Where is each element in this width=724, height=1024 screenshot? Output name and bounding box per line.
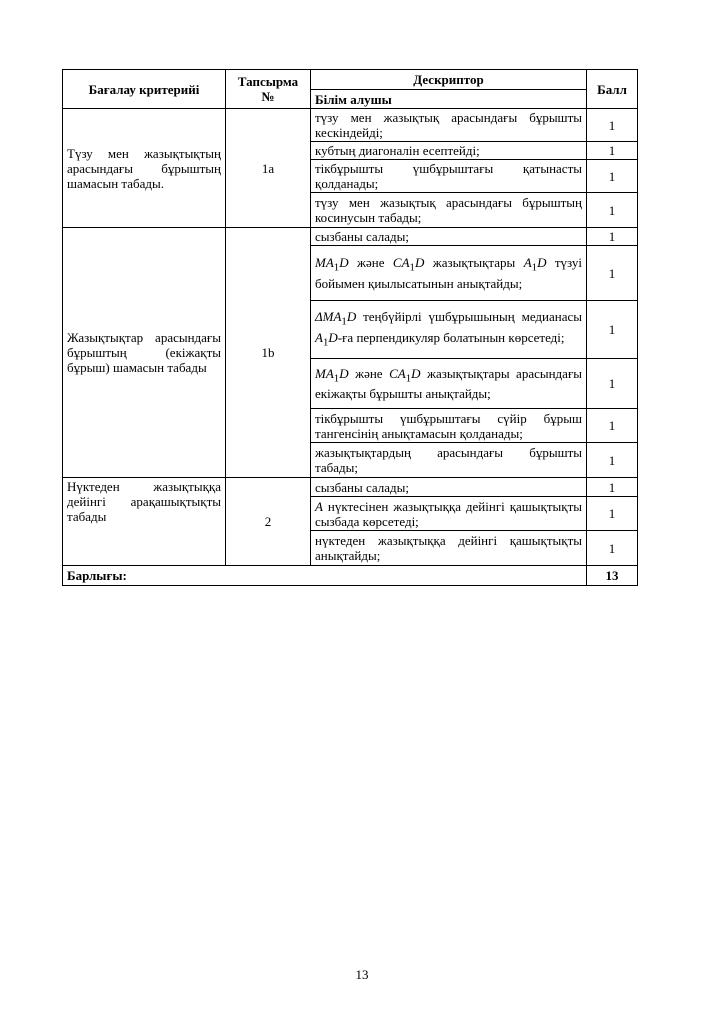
criterion-cell: Нүктеден жазықтыққа дейінгі арақашықтықты табады <box>63 478 226 566</box>
score-cell: 1 <box>587 193 638 228</box>
math-var: CA <box>389 365 406 381</box>
descriptor-text: сызбаны салады; <box>315 229 409 244</box>
score-cell: 1 <box>587 409 638 443</box>
descriptor-cell <box>311 160 587 193</box>
descriptor-cell <box>311 531 587 566</box>
math-var: D <box>339 365 349 381</box>
math-var: D <box>339 255 349 271</box>
descriptor-text: жазықтықтары арасындағы екіжақты бұрышты анықтайды; <box>315 365 583 402</box>
math-var: A <box>315 329 323 345</box>
descriptor-cell <box>311 193 587 228</box>
score-cell: 1 <box>587 142 638 160</box>
task-number-cell: 1a <box>226 109 311 228</box>
score-cell: 1 <box>587 443 638 478</box>
score-header: Балл <box>587 70 638 109</box>
criterion-cell: Жазықтықтар арасындағы бұрыштың (екіжақты бұрыш) шамасын табады <box>63 228 226 478</box>
descriptor-text: нүктеден жазықтыққа дейінгі қашықтықты анықтайды; <box>315 533 582 563</box>
total-label: Барлығы: <box>63 566 587 586</box>
task-header: Тапсырма № <box>226 70 311 109</box>
math-var: MA <box>315 255 334 271</box>
total-value: 13 <box>587 566 638 586</box>
table-row <box>63 109 638 142</box>
descriptor-text: кубтың диагоналін есептейді; <box>315 143 480 158</box>
descriptor-text: теңбүйірлі үшбұрышының медианасы <box>356 308 582 324</box>
descriptor-text: тікбұрышты үшбұрыштағы сүйір бұрыш тангенсінің анықтамасын қолданады; <box>315 410 582 441</box>
score-cell: 1 <box>587 301 638 359</box>
math-var: D <box>328 329 338 345</box>
descriptor-cell <box>311 109 587 142</box>
descriptor-text: және <box>348 255 393 271</box>
criterion-cell: Түзу мен жазықтықтың арасындағы бұрыштың шамасын табады. <box>63 109 226 228</box>
total-row <box>63 566 638 586</box>
score-cell: 1 <box>587 109 638 142</box>
descriptor-cell <box>311 443 587 478</box>
score-cell: 1 <box>587 497 638 531</box>
task-number-cell: 2 <box>226 478 311 566</box>
score-cell: 1 <box>587 246 638 301</box>
header-row <box>63 70 638 90</box>
math-var: ΔMA <box>315 308 342 324</box>
descriptor-text: түзуі бойымен қиылысатынын анықтайды; <box>315 255 583 291</box>
math-var: D <box>346 308 357 324</box>
descriptor-text: түзу мен жазықтық арасындағы бұрыштың косинусын табады; <box>315 195 582 225</box>
score-cell: 1 <box>587 478 638 497</box>
score-cell: 1 <box>587 160 638 193</box>
task-number-cell: 1b <box>226 228 311 478</box>
page-number: 13 <box>355 967 369 982</box>
math-var: CA <box>392 255 410 271</box>
score-cell: 1 <box>587 228 638 246</box>
descriptor-cell <box>311 246 587 301</box>
math-var: A <box>523 255 532 271</box>
descriptor-text: тікбұрышты үшбұрыштағы қатынасты қолданады; <box>315 161 582 191</box>
math-subscript: 1 <box>341 315 347 328</box>
descriptor-text: жазықтықтары <box>424 255 524 271</box>
math-subscript: 1 <box>333 372 340 385</box>
math-subscript: 1 <box>405 372 412 385</box>
descriptor-cell <box>311 359 587 409</box>
descriptor-header: Дескриптор <box>311 70 587 90</box>
descriptor-text: -ға перпендикуляр болатынын көрсетеді; <box>337 329 565 345</box>
descriptor-cell <box>311 301 587 359</box>
descriptor-text: нүктесінен жазықтыққа дейінгі қашықтықты сызбада көрсетеді; <box>315 498 582 529</box>
criterion-header: Бағалау критерийі <box>63 70 226 109</box>
math-var: D <box>414 255 425 271</box>
math-var: D <box>411 365 421 381</box>
table-row <box>63 228 638 246</box>
descriptor-cell <box>311 409 587 443</box>
math-subscript: 1 <box>531 261 538 274</box>
math-var: A <box>315 498 323 514</box>
descriptor-text: сызбаны салады; <box>315 479 409 495</box>
math-subscript: 1 <box>409 261 415 274</box>
descriptor-text: жазықтықтардың арасындағы бұрышты табады; <box>315 445 582 475</box>
math-var: MA <box>315 365 334 381</box>
math-subscript: 1 <box>322 336 329 349</box>
descriptor-cell <box>311 228 587 246</box>
descriptor-cell <box>311 142 587 160</box>
descriptor-subheader: Білім алушы <box>311 90 587 109</box>
descriptor-text: түзу мен жазықтық арасындағы бұрышты кескіндейді; <box>315 110 582 140</box>
descriptor-cell <box>311 478 587 497</box>
descriptor-text: және <box>348 365 390 381</box>
assessment-rubric-table <box>62 69 638 586</box>
math-subscript: 1 <box>333 261 340 274</box>
math-var: D <box>537 255 547 271</box>
score-cell: 1 <box>587 359 638 409</box>
table-row <box>63 478 638 497</box>
descriptor-cell <box>311 497 587 531</box>
score-cell: 1 <box>587 531 638 566</box>
